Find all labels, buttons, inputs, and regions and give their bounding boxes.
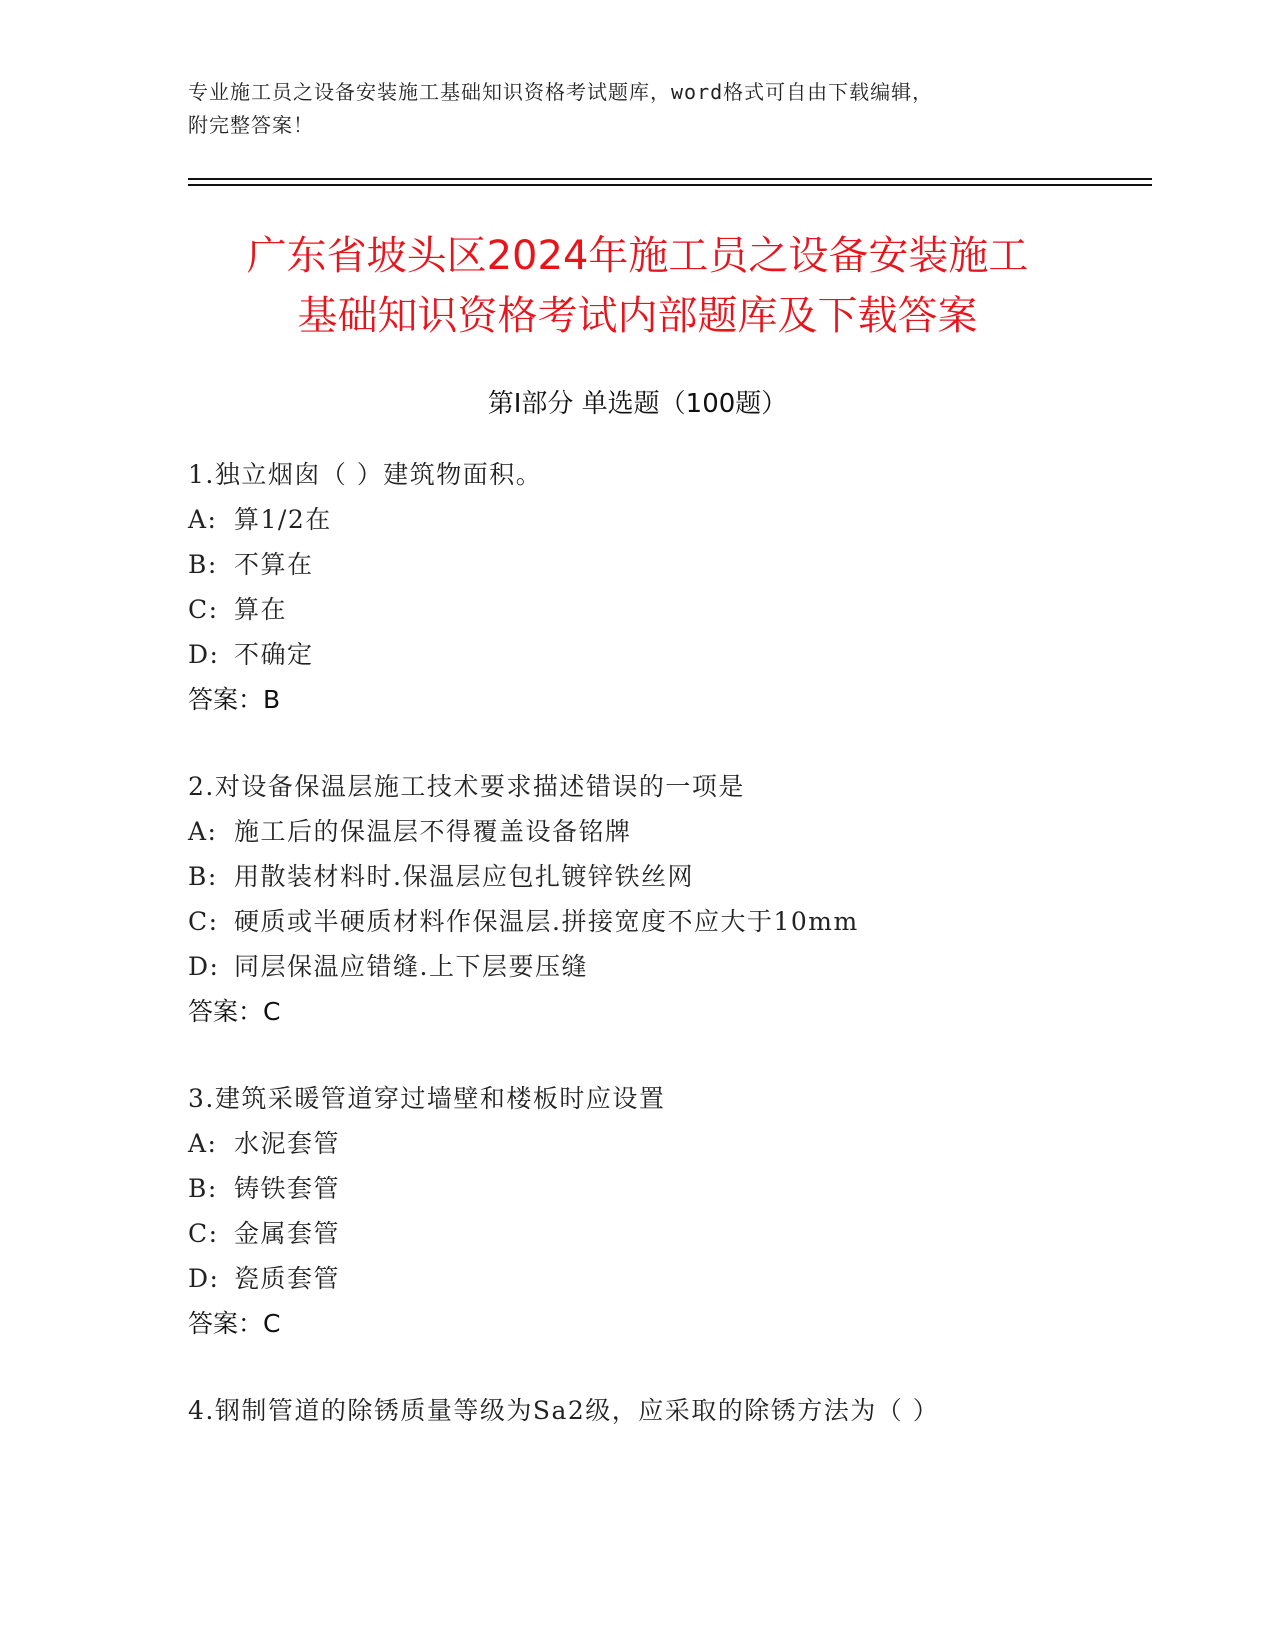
option-letter: B: — [188, 550, 218, 579]
option-letter: C: — [188, 907, 219, 936]
option-letter: B: — [188, 1174, 218, 1203]
option-text: 不确定 — [234, 640, 314, 669]
option-b — [188, 542, 1168, 587]
option-b — [188, 1166, 1168, 1211]
option-letter: D: — [188, 1264, 220, 1293]
option-letter: A: — [188, 1129, 218, 1158]
question-3 — [188, 1076, 1168, 1346]
option-text: 铸铁套管 — [234, 1174, 341, 1203]
answer-line: 答案：C — [188, 997, 281, 1026]
option-letter: D: — [188, 640, 220, 669]
option-d — [188, 944, 1168, 989]
option-letter: A: — [188, 505, 218, 534]
option-text: 不算在 — [234, 550, 314, 579]
option-text: 用散装材料时.保温层应包扎镀锌铁丝网 — [234, 862, 694, 891]
option-b — [188, 854, 1168, 899]
option-d — [188, 1256, 1168, 1301]
option-letter: C: — [188, 1219, 219, 1248]
header-note-line2: 附完整答案！ — [188, 113, 314, 137]
option-letter: B: — [188, 862, 218, 891]
option-a — [188, 809, 1168, 854]
option-text: 瓷质套管 — [234, 1264, 341, 1293]
question-stem: 4.钢制管道的除锈质量等级为Sa2级，应采取的除锈方法为（ ） — [188, 1396, 940, 1425]
option-text: 水泥套管 — [234, 1129, 341, 1158]
option-text: 施工后的保温层不得覆盖设备铭牌 — [234, 817, 632, 846]
option-letter: D: — [188, 952, 220, 981]
header-divider-top — [188, 178, 1152, 180]
option-text: 算在 — [234, 595, 288, 624]
option-c — [188, 899, 1168, 944]
option-c — [188, 587, 1168, 632]
option-letter: A: — [188, 817, 218, 846]
question-stem: 3.建筑采暖管道穿过墙壁和楼板时应设置 — [188, 1084, 666, 1113]
option-a — [188, 497, 1168, 542]
question-2 — [188, 764, 1168, 1034]
header-divider-bottom — [188, 184, 1152, 186]
option-letter: C: — [188, 595, 219, 624]
question-1 — [188, 452, 1168, 722]
header-note-line1: 专业施工员之设备安装施工基础知识资格考试题库，word格式可自由下载编辑， — [188, 80, 934, 104]
answer-line: 答案：C — [188, 1309, 281, 1338]
option-text: 硬质或半硬质材料作保温层.拼接宽度不应大于10mm — [234, 907, 859, 936]
answer-line: 答案：B — [188, 685, 281, 714]
option-text: 金属套管 — [234, 1219, 341, 1248]
question-stem: 2.对设备保温层施工技术要求描述错误的一项是 — [188, 772, 745, 801]
header-note — [188, 76, 1088, 142]
section-heading: 第Ⅰ部分 单选题（100题） — [487, 389, 788, 419]
option-text: 算1/2在 — [234, 505, 332, 534]
document-title — [150, 226, 1125, 346]
document-title-line1: 广东省坡头区2024年施工员之设备安装施工 — [246, 233, 1029, 279]
question-4 — [188, 1388, 1168, 1433]
option-d — [188, 632, 1168, 677]
question-stem: 1.独立烟囱（ ）建筑物面积。 — [188, 460, 543, 489]
option-text: 同层保温应错缝.上下层要压缝 — [234, 952, 588, 981]
option-a — [188, 1121, 1168, 1166]
option-c — [188, 1211, 1168, 1256]
document-title-line2: 基础知识资格考试内部题库及下载答案 — [297, 293, 978, 339]
